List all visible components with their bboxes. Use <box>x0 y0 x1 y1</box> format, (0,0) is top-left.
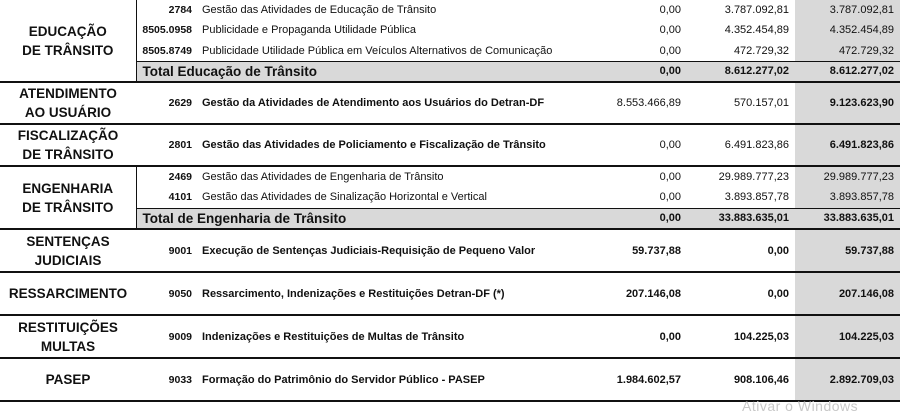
value-col1: 0,00 <box>605 208 687 229</box>
action-code: 9001 <box>136 229 198 272</box>
action-description: Ressarcimento, Indenizações e Restituições Detran-DF (*) <box>198 272 605 315</box>
value-col1: 0,00 <box>659 171 681 184</box>
category-fiscalizacao: FISCALIZAÇÃO DE TRÂNSITO <box>0 124 136 166</box>
action-code: 4101 <box>136 187 198 208</box>
category-pasep: PASEP <box>0 358 136 401</box>
action-description: Gestão das Atividades de Sinalização Horizontal e Vertical <box>202 191 487 204</box>
table-row <box>0 272 900 315</box>
value-col2: 908.106,46 <box>687 358 795 401</box>
value-total: 33.883.635,01 <box>795 208 900 229</box>
value-col2: 4.352.454,89 <box>724 24 789 37</box>
value-total: 6.491.823,86 <box>795 124 900 166</box>
category-atendimento: ATENDIMENTO AO USUÁRIO <box>0 82 136 124</box>
table-row <box>0 124 900 166</box>
value-total: 104.225,03 <box>795 315 900 358</box>
value-col1: 59.737,88 <box>605 229 687 272</box>
action-description: Publicidade e Propaganda Utilidade Pública <box>202 24 417 37</box>
value-col2: 104.225,03 <box>687 315 795 358</box>
table-row <box>0 358 900 401</box>
action-code: 9009 <box>136 315 198 358</box>
value-total: 4.352.454,89 <box>795 20 900 40</box>
windows-activation-watermark: Ativar o Windows <box>742 398 859 414</box>
category-ressarcimento: RESSARCIMENTO <box>0 272 136 315</box>
action-description: Gestão das Atividades de Engenharia de Trânsito <box>202 171 444 184</box>
action-description: Execução de Sentenças Judiciais-Requisição de Pequeno Valor <box>198 229 605 272</box>
category-educacao: EDUCAÇÃO DE TRÂNSITO <box>0 0 136 82</box>
value-total: 9.123.623,90 <box>795 82 900 124</box>
action-description: Publicidade Utilidade Pública em Veículos Alternativos de Comunicação <box>202 44 553 57</box>
value-total: 472.729,32 <box>795 40 900 61</box>
value-col1: 207.146,08 <box>605 272 687 315</box>
action-code: 2801 <box>136 124 198 166</box>
value-col1: 0,00 <box>659 4 681 17</box>
value-total: 3.787.092,81 <box>795 0 900 20</box>
action-code: 9033 <box>136 358 198 401</box>
action-description: Gestão da Atividades de Atendimento aos Usuários do Detran-DF <box>198 82 605 124</box>
value-col2: 570.157,01 <box>687 82 795 124</box>
value-total: 3.893.857,78 <box>795 187 900 208</box>
value-col1: 0,00 <box>659 44 681 57</box>
table-row <box>0 229 900 272</box>
total-label: Total Educação de Trânsito <box>136 61 605 82</box>
value-col1: 8.553.466,89 <box>605 82 687 124</box>
action-description: Formação do Patrimônio do Servidor Público - PASEP <box>198 358 605 401</box>
action-code: 2784 <box>136 0 198 20</box>
value-col2: 6.491.823,86 <box>687 124 795 166</box>
value-col1: 0,00 <box>659 24 681 37</box>
action-code: 2629 <box>136 82 198 124</box>
value-col1: 1.984.602,57 <box>605 358 687 401</box>
category-engenharia: ENGENHARIA DE TRÂNSITO <box>0 166 136 229</box>
value-col2: 472.729,32 <box>733 44 789 57</box>
action-code: 2469 <box>136 166 198 187</box>
total-label: Total de Engenharia de Trânsito <box>136 208 605 229</box>
value-col2: 33.883.635,01 <box>687 208 795 229</box>
value-col1: 0,00 <box>659 191 681 204</box>
action-code: 8505.8749 <box>136 40 198 61</box>
action-code: 9050 <box>136 272 198 315</box>
value-col2: 3.787.092,81 <box>724 4 789 17</box>
value-total: 29.989.777,23 <box>795 166 900 187</box>
value-col2: 8.612.277,02 <box>687 61 795 82</box>
action-description: Indenizações e Restituições de Multas de Trânsito <box>198 315 605 358</box>
value-col2: 3.893.857,78 <box>724 191 789 204</box>
value-col2: 0,00 <box>687 272 795 315</box>
table-row <box>0 0 900 20</box>
table-row <box>0 82 900 124</box>
table-row <box>0 315 900 358</box>
value-col2: 29.989.777,23 <box>718 171 789 184</box>
table-row <box>0 166 900 187</box>
value-col1: 0,00 <box>605 315 687 358</box>
value-total: 207.146,08 <box>795 272 900 315</box>
category-sentencas: SENTENÇAS JUDICIAIS <box>0 229 136 272</box>
value-col1: 0,00 <box>605 61 687 82</box>
value-col1: 0,00 <box>605 124 687 166</box>
value-total: 59.737,88 <box>795 229 900 272</box>
category-restituicoes: RESTITUIÇÕES MULTAS <box>0 315 136 358</box>
action-description: Gestão das Atividades de Policiamento e Fiscalização de Trânsito <box>198 124 605 166</box>
action-description: Gestão das Atividades de Educação de Trânsito <box>202 4 437 17</box>
value-total: 2.892.709,03 <box>795 358 900 401</box>
value-col2: 0,00 <box>687 229 795 272</box>
value-total: 8.612.277,02 <box>795 61 900 82</box>
action-code: 8505.0958 <box>136 20 198 40</box>
